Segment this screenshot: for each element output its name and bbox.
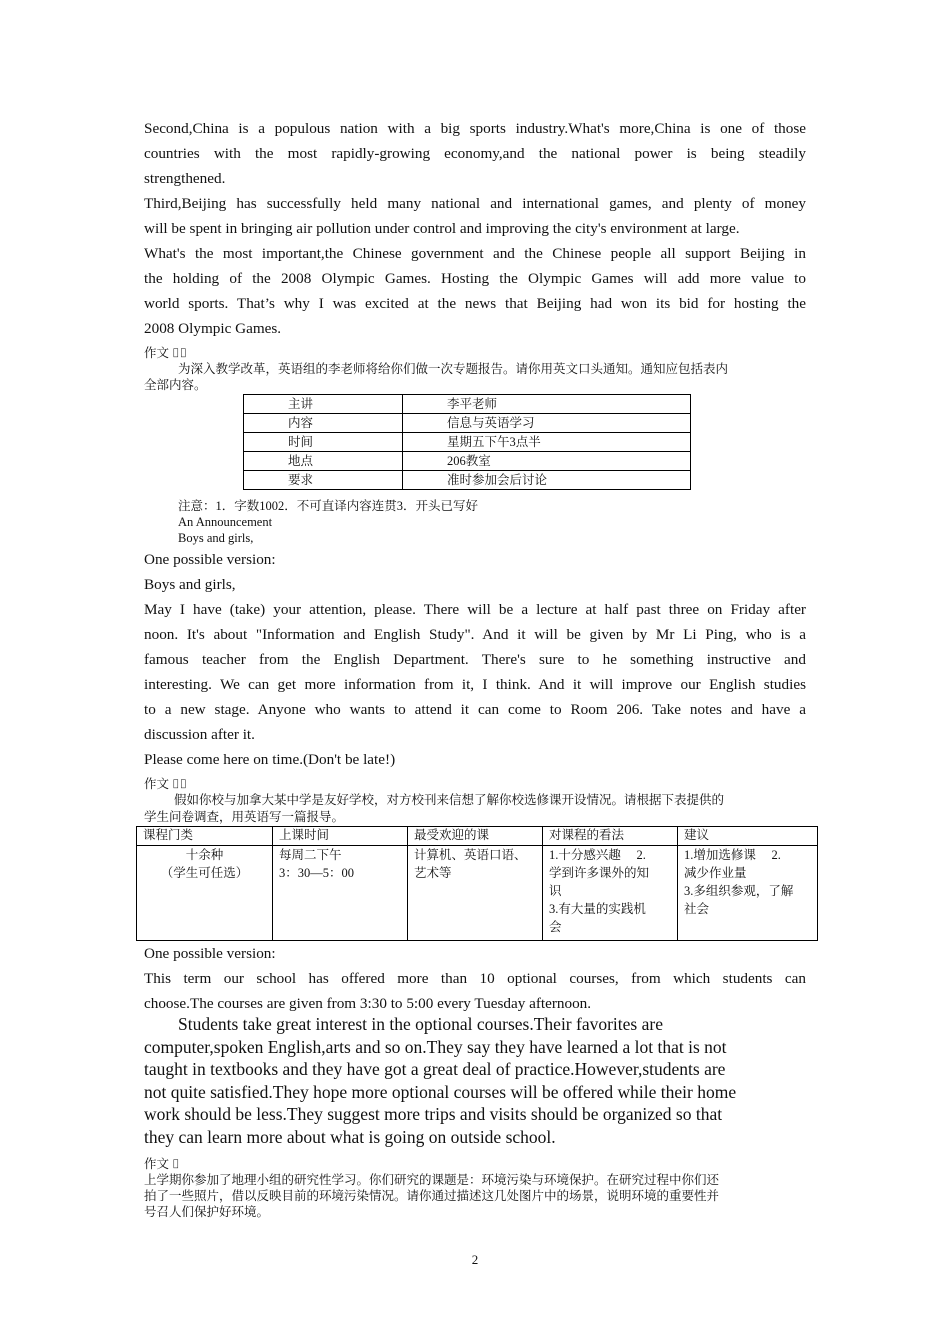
- table-row: [137, 846, 818, 941]
- cell-line: 社会: [684, 902, 710, 916]
- text-line: This term our school has offered more than 10 optional courses, from which students can: [144, 970, 806, 987]
- greeting: Boys and girls,: [144, 576, 236, 593]
- header-cell: 课程门类: [137, 827, 273, 846]
- essay-a-label: 作文 ⌷⌷: [144, 346, 188, 360]
- table-cell: [137, 846, 273, 941]
- version-label: One possible version:: [144, 551, 276, 568]
- table-row: [244, 395, 691, 414]
- text-line: will be spent in bringing air pollution under control and improving the city's environment at large.: [144, 220, 740, 237]
- course-survey-table: [136, 826, 818, 941]
- cell-line: 计算机、英语口语、: [414, 848, 527, 862]
- cell-line: 3.有大量的实践机: [549, 902, 646, 916]
- cell-line: 3：30—5：00: [279, 866, 355, 880]
- table-cell: 内容: [244, 414, 403, 433]
- prompt-line: 拍了一些照片，借以反映目前的环境污染情况。请你通过描述这几处图片中的场景，说明环境的重要性并: [144, 1189, 720, 1203]
- prompt-line: 为深入教学改革，英语组的李老师将给你们做一次专题报告。请你用英文口头通知。通知应包括表内: [178, 362, 729, 376]
- essay-c-label: 作文 ⌷: [144, 1157, 180, 1171]
- text-line: to a new stage. Anyone who wants to attend it can come to Room 206. Take notes and have a: [144, 701, 806, 718]
- text-line: the holding of the 2008 Olympic Games. Hosting the Olympic Games will add more value to: [144, 270, 806, 287]
- essay-b-prompt: [144, 792, 806, 825]
- text-line: world sports. That’s why I was excited at the news that Beijing had won its bid for hosting the: [144, 295, 806, 312]
- table-row: [244, 414, 691, 433]
- text-line: work should be less.They suggest more trips and visits should be organized so that: [144, 1104, 723, 1124]
- essay-b-label: 作文 ⌷⌷: [144, 777, 188, 791]
- essay-b-answer-part2: [144, 1013, 810, 1148]
- text-line: interesting. We can get more information from it, I think. And it will improve our English studies: [144, 676, 806, 693]
- text-line: taught in textbooks and they have got a great deal of practice.However,students are: [144, 1059, 726, 1079]
- table-cell: [543, 846, 678, 941]
- header-cell: 最受欢迎的课: [408, 827, 543, 846]
- essay-c-prompt: [144, 1172, 814, 1220]
- text-line: 2008 Olympic Games.: [144, 320, 282, 337]
- header-cell: 上课时间: [273, 827, 408, 846]
- essay-a-heading: An Announcement: [178, 515, 273, 529]
- intro-paragraph-3: [144, 241, 806, 341]
- cell-line: 1.增加选修课 2.: [684, 848, 781, 862]
- cell-line: 学到许多课外的知: [549, 866, 650, 880]
- cell-line: （学生可任选）: [160, 866, 249, 880]
- text-line: famous teacher from the English Department. There's sure to he something instructive and: [144, 651, 806, 668]
- table-cell: 地点: [244, 452, 403, 471]
- prompt-line: 号召人们保护好环境。: [144, 1205, 270, 1219]
- table-cell: 206教室: [403, 452, 691, 471]
- prompt-line: 假如你校与加拿大某中学是友好学校，对方校刊来信想了解你校选修课开设情况。请根据下表提供的: [174, 793, 725, 807]
- table-cell: [678, 846, 818, 941]
- prompt-line: 全部内容。: [144, 378, 207, 392]
- cell-line: 会: [549, 920, 562, 934]
- essay-a-note: 注意：1．字数1002．不可直译内容连贯3．开头已写好: [178, 499, 479, 513]
- table-cell: 星期五下午3点半: [403, 433, 691, 452]
- table-cell: 主讲: [244, 395, 403, 414]
- text-line: Students take great interest in the optional courses.Their favorites are: [178, 1014, 663, 1034]
- text-line: choose.The courses are given from 3:30 to 5:00 every Tuesday afternoon.: [144, 995, 592, 1012]
- table-cell: 要求: [244, 471, 403, 490]
- essay-b-answer-part1: [144, 941, 806, 1016]
- text-line: they can learn more about what is going on outside school.: [144, 1126, 556, 1147]
- cell-line: 艺术等: [414, 866, 452, 880]
- intro-paragraph-2: [144, 191, 806, 241]
- text-line: May I have (take) your attention, please. There will be a lecture at half past three on Friday after: [144, 601, 806, 618]
- text-line: not quite satisfied.They hope more optional courses will be offered while their home: [144, 1081, 737, 1102]
- cell-line: 十余种: [185, 848, 224, 862]
- essay-a-greeting-hint: Boys and girls,: [178, 531, 254, 545]
- announcement-info-table: [243, 394, 691, 490]
- header-cell: 对课程的看法: [543, 827, 678, 846]
- version-label: One possible version:: [144, 945, 276, 962]
- table-cell: 准时参加会后讨论: [403, 471, 691, 490]
- essay-a-prompt: [144, 361, 806, 393]
- page-number: 2: [471, 1252, 479, 1267]
- table-cell: [408, 846, 543, 941]
- text-line: computer,spoken English,arts and so on.They say they have learned a lot that is not: [144, 1036, 727, 1057]
- table-row: [244, 452, 691, 471]
- prompt-line: 学生问卷调查，用英语写一篇报导。: [144, 810, 345, 824]
- table-header-row: [137, 827, 818, 846]
- table-row: [244, 433, 691, 452]
- cell-line: 3.多组织参观，了解: [684, 884, 794, 898]
- cell-line: 减少作业量: [684, 866, 747, 880]
- table-cell: 时间: [244, 433, 403, 452]
- closing: Please come here on time.(Don't be late!): [144, 751, 396, 768]
- text-line: strengthened.: [144, 170, 226, 187]
- table-cell: 李平老师: [403, 395, 691, 414]
- essay-a-note-block: [178, 498, 798, 546]
- text-line: countries with the most rapidly-growing economy,and the national power is being steadily: [144, 145, 806, 162]
- text-line: Second,China is a populous nation with a big sports industry.What's more,China is one of those: [144, 120, 806, 137]
- cell-line: 1.十分感兴趣 2.: [549, 848, 646, 862]
- cell-line: 每周二下午: [279, 848, 342, 862]
- text-line: noon. It's about "Information and English Study". And it will be given by Mr Li Ping, who is a: [144, 626, 806, 643]
- intro-paragraph-1: [144, 116, 806, 191]
- table-row: [244, 471, 691, 490]
- essay-a-answer: [144, 547, 806, 772]
- table-cell: 信息与英语学习: [403, 414, 691, 433]
- text-line: What's the most important,the Chinese government and the Chinese people all support Beijing in: [144, 245, 806, 262]
- header-cell: 建议: [678, 827, 818, 846]
- text-line: Third,Beijing has successfully held many national and international games, and plenty of money: [144, 195, 806, 212]
- text-line: discussion after it.: [144, 726, 255, 743]
- prompt-line: 上学期你参加了地理小组的研究性学习。你们研究的课题是：环境污染与环境保护。在研究过程中你们还: [144, 1173, 720, 1187]
- cell-line: 识: [549, 884, 562, 898]
- table-cell: [273, 846, 408, 941]
